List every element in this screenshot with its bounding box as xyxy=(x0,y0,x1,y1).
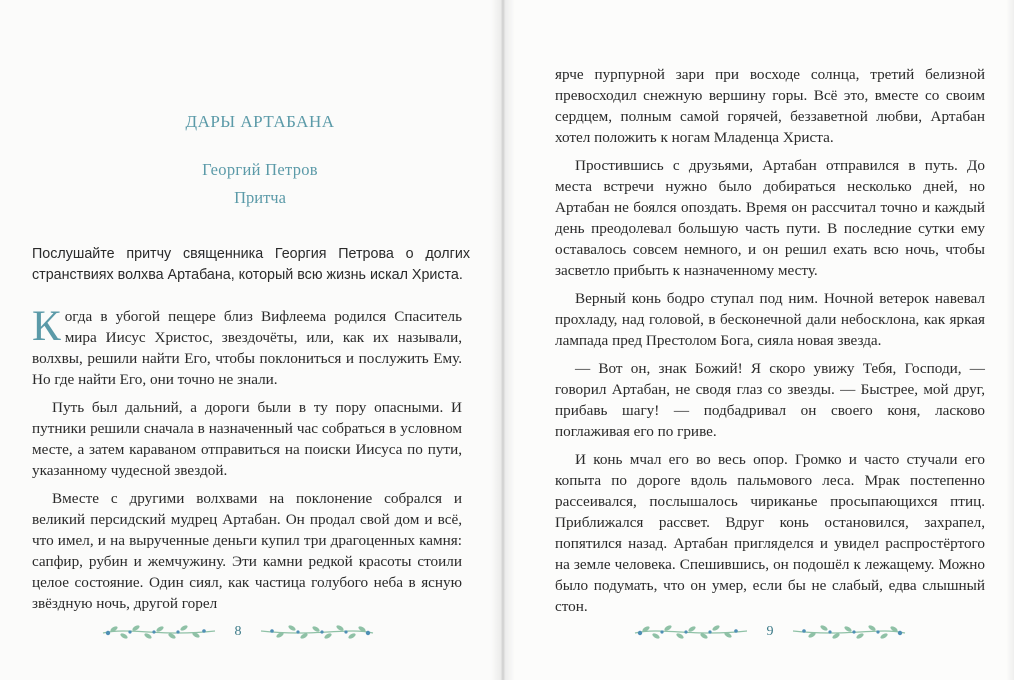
vine-ornament-icon xyxy=(632,621,750,643)
left-body-text xyxy=(32,303,462,621)
paragraph-text: огда в убогой пещере близ Вифлеема родился Спаситель мира Иисус Христос, звездочёты, или, как их называли, волхвы, решили найти Его, чтобы поклониться и послужить Ему. Но где найти Его, они точно не знали. xyxy=(32,308,462,388)
vine-ornament-icon xyxy=(258,621,376,643)
paragraph: Простившись с друзьями, Артабан отправился в путь. До места встречи нужно было добираться несколько дней, но Артабан не боялся опоздать. Время он рассчитал точно и каждый день преодолевал большую часть пути. В последние сутки ему оставалось совсем немного, и он решил ехать всю ночь, чтобы засветло прибыть к назначенному месту. xyxy=(555,157,985,279)
intro-paragraph: Послушайте притчу священника Георгия Петрова о долгих странствиях волхва Артабана, который всю жизнь искал Христа. xyxy=(32,246,470,283)
paragraph: Вместе с другими волхвами на поклонение собрался и великий персидский мудрец Артабан. Он продал свой дом и всё, что имел, и на вырученные деньги купил три драгоценных камня: сапфир, рубин и жемчужину. Эти камни редкой красоты стоили целое состояние. Один сиял, как частица голубого неба в ясную звёздную ночь, другой горел xyxy=(32,490,462,612)
vine-ornament-icon xyxy=(790,621,908,643)
chapter-title: ДАРЫ АРТАБАНА xyxy=(185,112,335,131)
paragraph: — Вот он, знак Божий! Я скоро увижу Тебя, Господи, — говорил Артабан, не сводя глаз со звезды. — Быстрее, мой друг, прибавь шагу! — подбадривал он своего коня, ласково поглаживая его по гриве. xyxy=(555,360,985,440)
paragraph: Верный конь бодро ступал под ним. Ночной ветерок навевал прохладу, над головой, в бесконечной дали небосклона, как яркая лампада пред Престолом Бога, сияла новая звезда. xyxy=(555,290,985,349)
author-name: Георгий Петров xyxy=(202,160,318,179)
paragraph: ярче пурпурной зари при восходе солнца, третий белизной превосходил снежную вершину горы. Всё это, вместе со своим сердцем, полным самой горячей, беззаветной любви, Артабан хотел положить к ногам Младенца Христа. xyxy=(555,66,985,146)
paragraph xyxy=(32,303,462,390)
paragraph: Путь был дальний, а дороги были в ту пору опасными. И путники решили сначала в назначенный час собраться в условном месте, а затем караваном отправиться на поиски Иисуса по пути, указанному чудесной звездой. xyxy=(32,399,462,479)
paragraph: И конь мчал его во весь опор. Громко и часто стучали его копыта по дороге вдоль пальмового леса. Мрак постепенно рассеивался, послышалось чириканье просыпающихся птиц. Приближался рассвет. Вдруг конь остановился, захрапел, попятился назад. Артабан пригляделся и увидел распростёртого на земле человека. Спешившись, он подошёл к лежащему. Можно было подумать, что он умер, если бы не слабый, едва слышный стон. xyxy=(555,451,985,615)
book-gutter xyxy=(491,0,515,680)
left-footer xyxy=(100,620,400,644)
right-body-text xyxy=(555,64,985,624)
drop-cap: К xyxy=(32,303,61,350)
vine-ornament-icon xyxy=(100,621,218,643)
left-page xyxy=(0,0,503,680)
page-number: 8 xyxy=(234,624,242,639)
genre-label: Притча xyxy=(234,188,286,207)
page-number: 9 xyxy=(766,624,774,639)
page-edge xyxy=(1006,0,1014,680)
